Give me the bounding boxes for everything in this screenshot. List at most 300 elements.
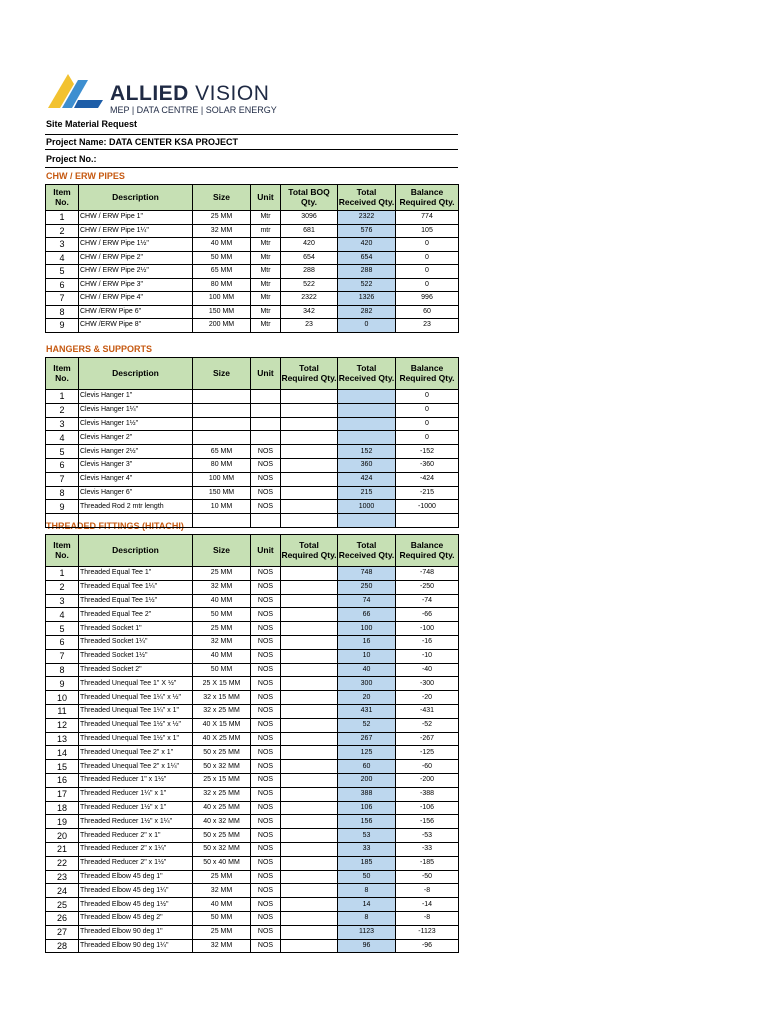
cell-received-qty: 125	[338, 746, 396, 760]
project-name: Project Name: DATA CENTER KSA PROJECT	[46, 137, 239, 147]
cell-description: Threaded Socket 2"	[79, 663, 193, 677]
cell-description: Threaded Rod 2 mtr length	[79, 500, 193, 514]
cell-total-qty	[281, 925, 338, 939]
cell-balance-qty: -8	[396, 884, 459, 898]
cell-item-no: 25	[46, 898, 79, 912]
cell-balance-qty: -1123	[396, 925, 459, 939]
cell-received-qty: 2322	[338, 211, 396, 225]
cell-received-qty: 424	[338, 472, 396, 486]
cell-item-no: 5	[46, 622, 79, 636]
table-row	[46, 856, 459, 870]
cell-unit: NOS	[251, 760, 281, 774]
cell-size: 80 MM	[193, 458, 251, 472]
cell-description: Threaded Unequal Tee 1¼" x ½"	[79, 691, 193, 705]
cell-balance-qty: -53	[396, 829, 459, 843]
document-title: Site Material Request	[46, 119, 138, 129]
cell-description: Threaded Equal Tee 2"	[79, 608, 193, 622]
cell-description: Threaded Equal Tee 1½"	[79, 594, 193, 608]
header-row	[46, 358, 459, 390]
cell-item-no: 2	[46, 580, 79, 594]
cell-received-qty: 522	[338, 278, 396, 292]
cell-received-qty: 50	[338, 870, 396, 884]
table-row	[46, 732, 459, 746]
table-row	[46, 417, 459, 431]
cell-received-qty	[338, 390, 396, 404]
column-header-size: Size	[193, 185, 251, 211]
cell-item-no: 18	[46, 801, 79, 815]
cell-unit: NOS	[251, 884, 281, 898]
cell-unit: NOS	[251, 732, 281, 746]
cell-description: Threaded Unequal Tee 2" x 1"	[79, 746, 193, 760]
cell-total-qty	[281, 622, 338, 636]
cell-total-qty: 288	[281, 265, 338, 279]
cell-balance-qty: -1000	[396, 500, 459, 514]
cell-item-no: 2	[46, 224, 79, 238]
cell-total-qty	[281, 718, 338, 732]
cell-size: 10 MM	[193, 500, 251, 514]
cell-item-no: 9	[46, 500, 79, 514]
cell-balance-qty: 0	[396, 251, 459, 265]
logo-brand-light: VISION	[195, 82, 270, 105]
cell-total-qty	[281, 635, 338, 649]
cell-balance-qty: -100	[396, 622, 459, 636]
cell-balance-qty: 774	[396, 211, 459, 225]
cell-received-qty: 156	[338, 815, 396, 829]
cell-size: 32 x 15 MM	[193, 691, 251, 705]
cell-description: Clevis Hanger 1½"	[79, 417, 193, 431]
cell-description	[79, 514, 193, 528]
table-row	[46, 635, 459, 649]
cell-unit: NOS	[251, 704, 281, 718]
cell-unit	[251, 431, 281, 445]
table-row	[46, 292, 459, 306]
cell-total-qty	[281, 594, 338, 608]
cell-description: Threaded Reducer 2" x 1"	[79, 829, 193, 843]
cell-received-qty: 66	[338, 608, 396, 622]
cell-balance-qty	[396, 514, 459, 528]
column-header-balance-qty: Balance Required Qty.	[396, 358, 459, 390]
table-row	[46, 815, 459, 829]
table-row	[46, 319, 459, 333]
cell-description: Threaded Reducer 1¼" x 1"	[79, 787, 193, 801]
cell-total-qty	[281, 663, 338, 677]
table-row	[46, 842, 459, 856]
threaded-fittings-table	[45, 534, 459, 953]
cell-description: Threaded Unequal Tee 1¼" x 1"	[79, 704, 193, 718]
column-header-item-no: Item No.	[46, 535, 79, 567]
cell-description: Threaded Reducer 2" x 1½"	[79, 856, 193, 870]
cell-size: 65 MM	[193, 445, 251, 459]
cell-total-qty	[281, 403, 338, 417]
cell-unit: Mtr	[251, 211, 281, 225]
cell-total-qty	[281, 458, 338, 472]
cell-unit: Mtr	[251, 278, 281, 292]
cell-unit: NOS	[251, 898, 281, 912]
cell-unit	[251, 417, 281, 431]
table-row	[46, 649, 459, 663]
cell-total-qty	[281, 856, 338, 870]
cell-description: Threaded Equal Tee 1¼"	[79, 580, 193, 594]
cell-size: 25 X 15 MM	[193, 677, 251, 691]
cell-balance-qty: 105	[396, 224, 459, 238]
cell-received-qty: 282	[338, 305, 396, 319]
cell-size: 40 x 32 MM	[193, 815, 251, 829]
cell-description: CHW / ERW Pipe 2½"	[79, 265, 193, 279]
cell-unit: NOS	[251, 939, 281, 953]
table-row	[46, 500, 459, 514]
cell-unit: NOS	[251, 622, 281, 636]
cell-total-qty	[281, 773, 338, 787]
cell-unit: NOS	[251, 472, 281, 486]
cell-received-qty	[338, 403, 396, 417]
column-header-unit: Unit	[251, 185, 281, 211]
cell-item-no: 6	[46, 278, 79, 292]
cell-unit: NOS	[251, 787, 281, 801]
cell-total-qty	[281, 608, 338, 622]
cell-description: Threaded Reducer 1" x 1½"	[79, 773, 193, 787]
cell-description: Threaded Unequal Tee 1½" x 1"	[79, 732, 193, 746]
cell-total-qty: 654	[281, 251, 338, 265]
cell-size: 40 MM	[193, 898, 251, 912]
cell-item-no	[46, 514, 79, 528]
table-row	[46, 801, 459, 815]
cell-size: 32 MM	[193, 224, 251, 238]
cell-balance-qty: 0	[396, 431, 459, 445]
cell-unit: NOS	[251, 842, 281, 856]
cell-received-qty: 100	[338, 622, 396, 636]
cell-description: Clevis Hanger 1¼"	[79, 403, 193, 417]
cell-size	[193, 417, 251, 431]
table-row	[46, 458, 459, 472]
cell-item-no: 3	[46, 417, 79, 431]
section-title-chw-erw-pipes: CHW / ERW PIPES	[46, 171, 125, 181]
cell-unit: Mtr	[251, 292, 281, 306]
chw-erw-pipes-table	[45, 184, 459, 333]
table-row	[46, 567, 459, 581]
cell-item-no: 5	[46, 445, 79, 459]
cell-balance-qty: -96	[396, 939, 459, 953]
table-row	[46, 390, 459, 404]
table-row	[46, 787, 459, 801]
header-row	[46, 535, 459, 567]
column-header-total-qty: Total Required Qty.	[281, 535, 338, 567]
column-header-unit: Unit	[251, 358, 281, 390]
cell-unit: Mtr	[251, 265, 281, 279]
cell-item-no: 5	[46, 265, 79, 279]
cell-unit: NOS	[251, 718, 281, 732]
cell-balance-qty: 0	[396, 417, 459, 431]
section-title-threaded-fittings: THREADED FITTINGS (HITACHI)	[46, 521, 184, 531]
cell-size: 80 MM	[193, 278, 251, 292]
cell-balance-qty: -200	[396, 773, 459, 787]
cell-description: Threaded Elbow 90 deg 1"	[79, 925, 193, 939]
cell-item-no: 11	[46, 704, 79, 718]
cell-total-qty	[281, 567, 338, 581]
table-row	[46, 238, 459, 252]
cell-received-qty: 8	[338, 884, 396, 898]
cell-balance-qty: -424	[396, 472, 459, 486]
column-header-received-qty: Total Received Qty.	[338, 185, 396, 211]
cell-size: 40 X 15 MM	[193, 718, 251, 732]
cell-size: 32 x 25 MM	[193, 787, 251, 801]
cell-received-qty: 74	[338, 594, 396, 608]
cell-unit: NOS	[251, 829, 281, 843]
cell-description: Clevis Hanger 3"	[79, 458, 193, 472]
column-header-total-qty: Total BOQ Qty.	[281, 185, 338, 211]
cell-balance-qty: 0	[396, 390, 459, 404]
cell-total-qty	[281, 787, 338, 801]
cell-received-qty: 10	[338, 649, 396, 663]
cell-description: Threaded Elbow 45 deg 2"	[79, 911, 193, 925]
cell-size: 32 x 25 MM	[193, 704, 251, 718]
table-row	[46, 514, 459, 528]
cell-size: 40 MM	[193, 594, 251, 608]
cell-balance-qty: -16	[396, 635, 459, 649]
cell-unit: NOS	[251, 500, 281, 514]
cell-description: Clevis Hanger 1"	[79, 390, 193, 404]
cell-total-qty	[281, 417, 338, 431]
cell-item-no: 1	[46, 390, 79, 404]
cell-item-no: 28	[46, 939, 79, 953]
cell-balance-qty: -14	[396, 898, 459, 912]
cell-description: Threaded Reducer 1½" x 1¼"	[79, 815, 193, 829]
cell-total-qty: 522	[281, 278, 338, 292]
table-row	[46, 224, 459, 238]
cell-item-no: 6	[46, 635, 79, 649]
cell-received-qty: 33	[338, 842, 396, 856]
cell-size	[193, 431, 251, 445]
cell-item-no: 7	[46, 649, 79, 663]
cell-received-qty: 215	[338, 486, 396, 500]
cell-total-qty	[281, 801, 338, 815]
cell-unit	[251, 390, 281, 404]
cell-received-qty: 288	[338, 265, 396, 279]
table-row	[46, 403, 459, 417]
cell-size: 100 MM	[193, 292, 251, 306]
cell-size: 100 MM	[193, 472, 251, 486]
cell-item-no: 22	[46, 856, 79, 870]
cell-balance-qty: 0	[396, 238, 459, 252]
divider	[45, 149, 458, 150]
cell-unit: mtr	[251, 224, 281, 238]
cell-item-no: 12	[46, 718, 79, 732]
cell-received-qty	[338, 417, 396, 431]
column-header-description: Description	[79, 185, 193, 211]
table-row	[46, 622, 459, 636]
cell-unit: Mtr	[251, 251, 281, 265]
cell-item-no: 16	[46, 773, 79, 787]
cell-unit: NOS	[251, 486, 281, 500]
column-header-description: Description	[79, 358, 193, 390]
cell-balance-qty: 0	[396, 265, 459, 279]
cell-total-qty	[281, 431, 338, 445]
cell-item-no: 3	[46, 594, 79, 608]
cell-received-qty: 52	[338, 718, 396, 732]
cell-unit: NOS	[251, 663, 281, 677]
cell-item-no: 9	[46, 677, 79, 691]
cell-balance-qty: -125	[396, 746, 459, 760]
cell-description: Threaded Reducer 2" x 1¼"	[79, 842, 193, 856]
cell-balance-qty: 0	[396, 278, 459, 292]
cell-item-no: 3	[46, 238, 79, 252]
cell-balance-qty: -60	[396, 760, 459, 774]
cell-received-qty: 1326	[338, 292, 396, 306]
cell-item-no: 8	[46, 663, 79, 677]
cell-total-qty	[281, 898, 338, 912]
cell-item-no: 19	[46, 815, 79, 829]
cell-unit: Mtr	[251, 319, 281, 333]
cell-description: CHW / ERW Pipe 2"	[79, 251, 193, 265]
cell-total-qty: 342	[281, 305, 338, 319]
divider	[45, 134, 458, 135]
cell-size: 150 MM	[193, 305, 251, 319]
table-row	[46, 594, 459, 608]
section-title-hangers-supports: HANGERS & SUPPORTS	[46, 344, 153, 354]
cell-description: CHW / ERW Pipe 1½"	[79, 238, 193, 252]
cell-balance-qty: -74	[396, 594, 459, 608]
column-header-received-qty: Total Received Qty.	[338, 358, 396, 390]
cell-size: 25 x 15 MM	[193, 773, 251, 787]
table-row	[46, 884, 459, 898]
cell-unit: NOS	[251, 594, 281, 608]
cell-size: 50 MM	[193, 663, 251, 677]
table-row	[46, 608, 459, 622]
cell-balance-qty: -156	[396, 815, 459, 829]
cell-description: Clevis Hanger 6"	[79, 486, 193, 500]
cell-size: 65 MM	[193, 265, 251, 279]
cell-item-no: 8	[46, 305, 79, 319]
cell-item-no: 17	[46, 787, 79, 801]
cell-size: 25 MM	[193, 925, 251, 939]
cell-received-qty: 8	[338, 911, 396, 925]
cell-item-no: 6	[46, 458, 79, 472]
cell-size: 200 MM	[193, 319, 251, 333]
cell-description: Threaded Unequal Tee 2" x 1¼"	[79, 760, 193, 774]
cell-size: 40 X 25 MM	[193, 732, 251, 746]
cell-unit: NOS	[251, 580, 281, 594]
cell-received-qty: 431	[338, 704, 396, 718]
column-header-balance-qty: Balance Required Qty.	[396, 535, 459, 567]
cell-balance-qty: -431	[396, 704, 459, 718]
cell-total-qty	[281, 486, 338, 500]
cell-description: Threaded Socket 1¼"	[79, 635, 193, 649]
table-row	[46, 305, 459, 319]
cell-item-no: 26	[46, 911, 79, 925]
divider	[45, 167, 458, 168]
allied-vision-logo-icon	[48, 74, 108, 114]
cell-item-no: 4	[46, 608, 79, 622]
cell-balance-qty: -10	[396, 649, 459, 663]
cell-received-qty: 300	[338, 677, 396, 691]
cell-unit: Mtr	[251, 238, 281, 252]
table-row	[46, 718, 459, 732]
cell-received-qty: 185	[338, 856, 396, 870]
cell-size: 50 x 25 MM	[193, 746, 251, 760]
table-row	[46, 677, 459, 691]
cell-received-qty	[338, 431, 396, 445]
cell-item-no: 21	[46, 842, 79, 856]
cell-description: Threaded Elbow 45 deg 1½"	[79, 898, 193, 912]
column-header-item-no: Item No.	[46, 185, 79, 211]
cell-total-qty	[281, 704, 338, 718]
cell-unit: Mtr	[251, 305, 281, 319]
cell-balance-qty: -215	[396, 486, 459, 500]
cell-size: 32 MM	[193, 635, 251, 649]
table-row	[46, 925, 459, 939]
cell-received-qty: 360	[338, 458, 396, 472]
cell-balance-qty: -8	[396, 911, 459, 925]
cell-item-no: 27	[46, 925, 79, 939]
company-logo	[48, 74, 277, 118]
cell-item-no: 2	[46, 403, 79, 417]
cell-unit: NOS	[251, 677, 281, 691]
cell-total-qty	[281, 677, 338, 691]
column-header-received-qty: Total Received Qty.	[338, 535, 396, 567]
cell-unit: NOS	[251, 925, 281, 939]
column-header-description: Description	[79, 535, 193, 567]
cell-unit: NOS	[251, 746, 281, 760]
table-row	[46, 445, 459, 459]
table-row	[46, 431, 459, 445]
cell-description: Threaded Elbow 45 deg 1¼"	[79, 884, 193, 898]
cell-total-qty	[281, 390, 338, 404]
cell-unit: NOS	[251, 691, 281, 705]
cell-size: 50 x 32 MM	[193, 760, 251, 774]
cell-received-qty: 654	[338, 251, 396, 265]
cell-total-qty: 420	[281, 238, 338, 252]
cell-size: 150 MM	[193, 486, 251, 500]
logo-brand	[110, 82, 269, 106]
cell-item-no: 13	[46, 732, 79, 746]
cell-size: 50 x 25 MM	[193, 829, 251, 843]
cell-description: Threaded Equal Tee 1"	[79, 567, 193, 581]
cell-balance-qty: -40	[396, 663, 459, 677]
cell-total-qty	[281, 580, 338, 594]
cell-item-no: 4	[46, 431, 79, 445]
cell-total-qty	[281, 842, 338, 856]
table-row	[46, 760, 459, 774]
table-row	[46, 472, 459, 486]
cell-received-qty: 267	[338, 732, 396, 746]
cell-balance-qty: -20	[396, 691, 459, 705]
cell-balance-qty: -360	[396, 458, 459, 472]
cell-size: 40 MM	[193, 649, 251, 663]
cell-total-qty	[281, 732, 338, 746]
table-row	[46, 278, 459, 292]
cell-item-no: 10	[46, 691, 79, 705]
cell-received-qty: 1000	[338, 500, 396, 514]
cell-unit: NOS	[251, 815, 281, 829]
header-row	[46, 185, 459, 211]
table-row	[46, 704, 459, 718]
cell-item-no: 4	[46, 251, 79, 265]
cell-received-qty: 40	[338, 663, 396, 677]
cell-size: 25 MM	[193, 870, 251, 884]
table-row	[46, 746, 459, 760]
cell-item-no: 8	[46, 486, 79, 500]
cell-total-qty	[281, 760, 338, 774]
table-row	[46, 870, 459, 884]
cell-unit: NOS	[251, 773, 281, 787]
column-header-unit: Unit	[251, 535, 281, 567]
cell-description: Threaded Socket 1½"	[79, 649, 193, 663]
cell-received-qty: 60	[338, 760, 396, 774]
cell-received-qty: 1123	[338, 925, 396, 939]
cell-size: 25 MM	[193, 211, 251, 225]
cell-item-no: 7	[46, 472, 79, 486]
cell-size: 50 MM	[193, 608, 251, 622]
cell-size	[193, 390, 251, 404]
